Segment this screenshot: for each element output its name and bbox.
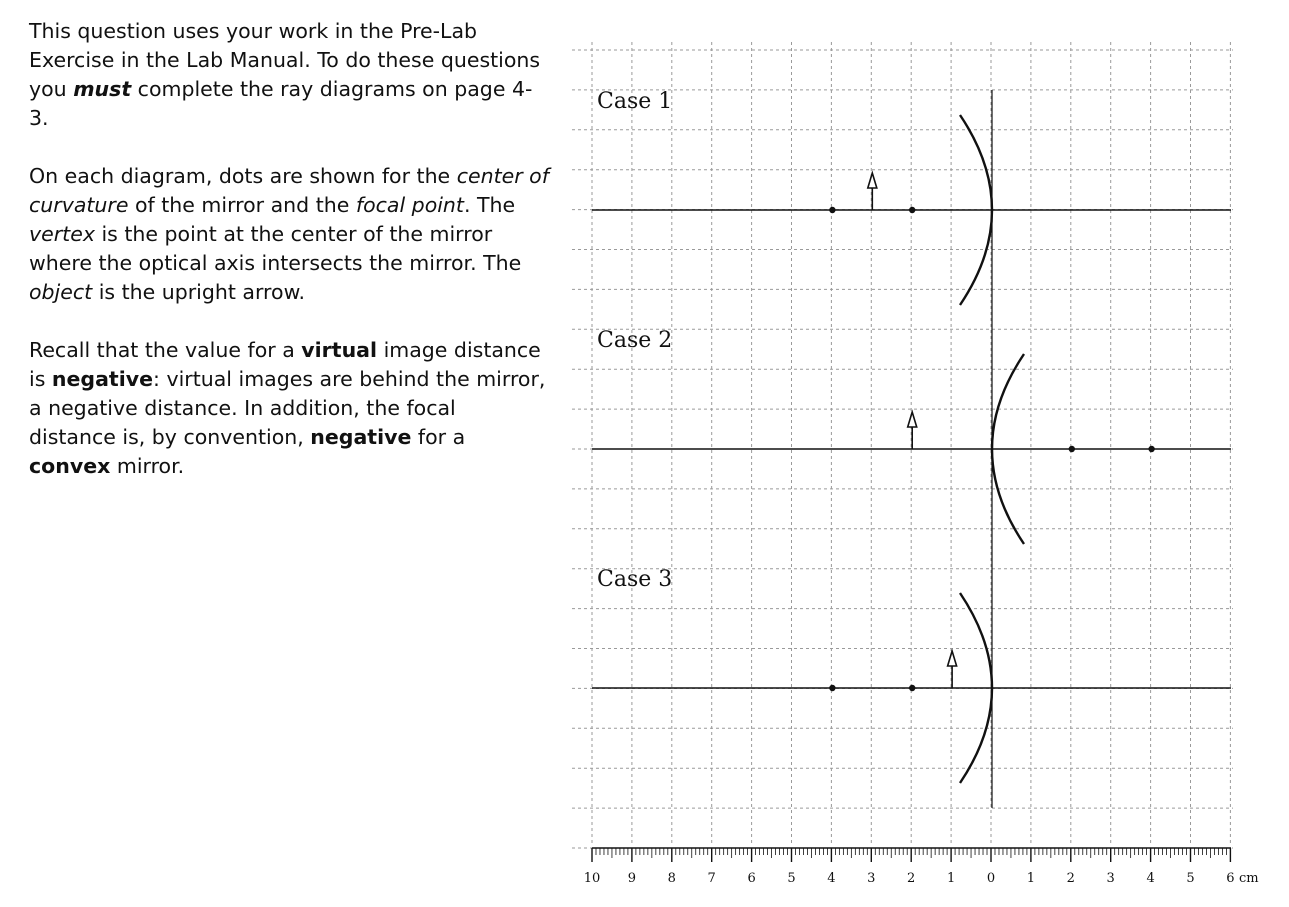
text-run: . The: [463, 193, 516, 217]
grid-lines: [572, 42, 1233, 848]
text-run: is the upright arrow.: [92, 280, 305, 304]
ruler-label: 1: [1026, 871, 1036, 886]
ray-diagram-grid: [560, 30, 1275, 900]
ruler-label: 0: [986, 871, 996, 886]
intro-paragraph-2: [29, 162, 549, 307]
axis-dot: [1148, 446, 1154, 452]
text-run: center of curvature: [29, 164, 549, 217]
text-run: focal point: [355, 193, 464, 217]
case-label: Case 2: [597, 328, 673, 353]
ruler-label: 10: [583, 871, 601, 886]
object-arrow-head: [868, 173, 877, 188]
text-run: is the point at the center of the mirror where the optical axis intersects the mirror. The: [29, 222, 522, 275]
ruler-label: 6: [747, 871, 756, 886]
text-run: of the mirror and the: [128, 193, 356, 217]
text-run: mirror.: [110, 454, 185, 478]
centimeter-ruler: [584, 848, 1259, 886]
text-run: object: [29, 280, 93, 304]
object-arrow-head: [948, 651, 957, 666]
text-run: vertex: [29, 222, 95, 246]
intro-paragraph-3: [29, 336, 549, 481]
ruler-label: 3: [867, 871, 876, 886]
text-run: : virtual images are behind the mirror, a negative distance. In addition, the focal distance is, by convention,: [29, 367, 546, 449]
ruler-label: 4: [1146, 871, 1155, 886]
ruler-label: 6: [1226, 871, 1235, 886]
ruler-label: 2: [907, 871, 916, 886]
text-run: On each diagram, dots are shown for the: [29, 164, 457, 188]
text-run: virtual: [301, 338, 378, 362]
ruler-label: 8: [667, 871, 676, 886]
text-run: convex: [29, 454, 111, 478]
ruler-label: 4: [827, 871, 836, 886]
instructions-panel: [29, 17, 549, 510]
ruler-label: 5: [787, 871, 796, 886]
ruler-label: 2: [1066, 871, 1075, 886]
text-run: negative: [310, 425, 412, 449]
case-label: Case 3: [597, 567, 673, 592]
text-run: must: [73, 77, 132, 101]
axis-dot: [829, 685, 835, 691]
ruler-label: 3: [1106, 871, 1115, 886]
ruler-label: 7: [707, 871, 716, 886]
text-run: negative: [51, 367, 154, 391]
case-label: Case 1: [597, 89, 673, 114]
ruler-label: 9: [627, 871, 637, 886]
text-run: for a: [411, 425, 466, 449]
text-run: image distance is: [29, 338, 541, 391]
text-run: complete the ray diagrams on page 4-3.: [29, 77, 533, 130]
intro-paragraph-1: [29, 17, 549, 133]
ruler-unit: cm: [1239, 871, 1259, 886]
text-run: This question uses your work in the Pre-Lab Exercise in the Lab Manual. To do these questions you: [29, 19, 541, 101]
axis-dot: [909, 685, 915, 691]
axis-dot: [909, 207, 915, 213]
axis-dot: [829, 207, 835, 213]
ruler-label: 5: [1186, 871, 1195, 886]
text-run: Recall that the value for a: [29, 338, 302, 362]
object-arrow-head: [908, 412, 917, 427]
ruler-label: 1: [946, 871, 956, 886]
axis-dot: [1069, 446, 1075, 452]
